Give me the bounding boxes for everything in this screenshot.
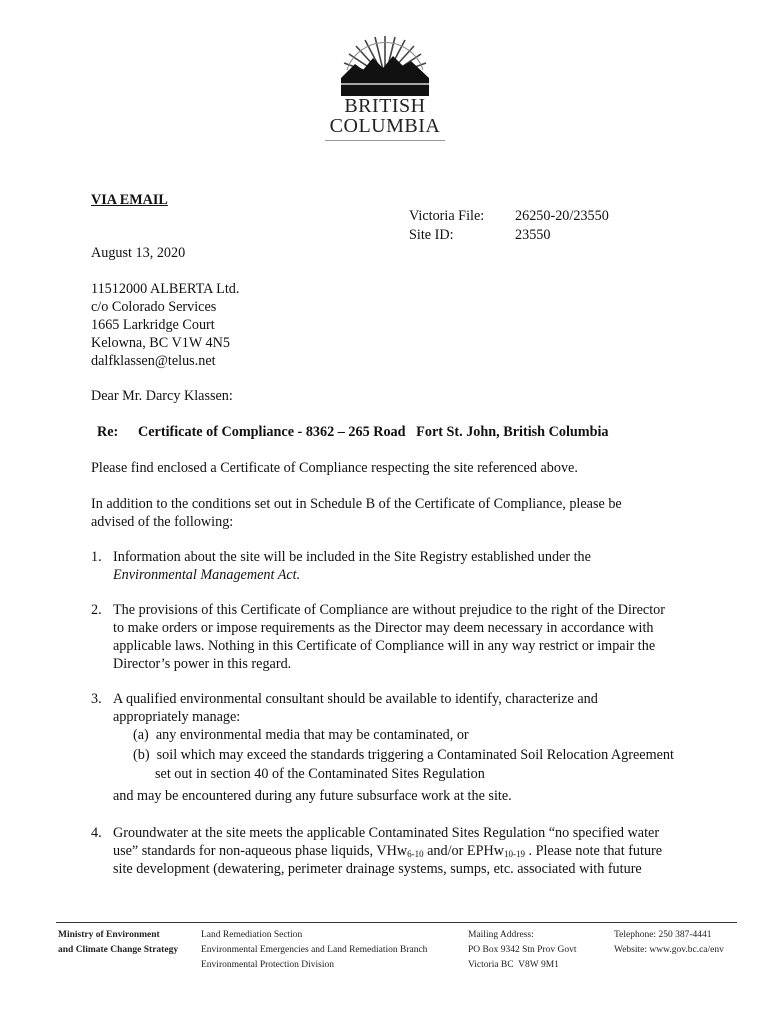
address-line-2: c/o Colorado Services	[91, 299, 217, 315]
item-1-line-2: Environmental Management Act.	[113, 567, 301, 583]
address-email[interactable]: dalfklassen@telus.net	[91, 353, 216, 369]
site-id-label: Site ID:	[409, 227, 454, 243]
item-2-line-3: applicable laws. Nothing in this Certificate of Compliance will in any way restrict or impair the	[113, 638, 656, 654]
item-3-line-2: appropriately manage:	[113, 709, 241, 725]
item-1-line-1: Information about the site will be included in the Site Registry established under the	[113, 549, 591, 565]
footer-mail-line-3: Victoria BC V8W 9M1	[468, 960, 559, 970]
paragraph-enclosed: Please find enclosed a Certificate of Compliance respecting the site referenced above.	[91, 460, 578, 476]
address-line-3: 1665 Larkridge Court	[91, 317, 215, 333]
bc-logo	[325, 34, 445, 141]
re-label: Re:	[97, 424, 119, 440]
item-4-line-3: site development (dewatering, perimeter drainage systems, sumps, etc. associated with future	[113, 861, 642, 877]
footer-divider	[56, 922, 737, 923]
item-4-line-1: Groundwater at the site meets the applicable Contaminated Sites Regulation “no specified water	[113, 825, 660, 841]
footer-mailing	[468, 928, 576, 973]
vhw-subscript: 6-10	[407, 849, 424, 859]
address-line-4: Kelowna, BC V1W 4N5	[91, 335, 230, 351]
item-2-number: 2.	[91, 602, 102, 618]
footer-contact	[614, 928, 724, 958]
item-4-line-2a: use” standards for non-aqueous phase liquids, VHw	[113, 843, 408, 859]
item-4-line-2b: and/or EPHw	[423, 843, 504, 859]
logo-divider	[325, 140, 445, 141]
item-3-sub-a: (a) any environmental media that may be contaminated, or	[133, 727, 469, 743]
re-subject: Certificate of Compliance - 8362 – 265 Road Fort St. John, British Columbia	[138, 424, 609, 440]
footer-mail-line-1: Mailing Address:	[468, 930, 534, 940]
logo-line-columbia: COLUMBIA	[329, 115, 441, 137]
footer-website[interactable]: Website: www.gov.bc.ca/env	[614, 945, 724, 955]
footer-section-line-3: Environmental Protection Division	[201, 960, 334, 970]
item-4-number: 4.	[91, 825, 102, 841]
item-4-line-2c: . Please note that future	[524, 843, 663, 859]
sun-mountains-icon	[337, 34, 433, 96]
footer-mail-line-2: PO Box 9342 Stn Prov Govt	[468, 945, 577, 955]
footer-telephone: Telephone: 250 387-4441	[614, 930, 712, 940]
site-id-value: 23550	[515, 227, 551, 243]
footer-ministry	[58, 928, 178, 958]
victoria-file-label: Victoria File:	[409, 208, 485, 224]
item-2-line-2: to make orders or impose requirements as the Director may deem necessary in accordance with	[113, 620, 654, 636]
footer-ministry-line-1: Ministry of Environment	[58, 930, 160, 940]
logo-line-british: BRITISH	[344, 95, 426, 117]
item-3-closing: and may be encountered during any future subsurface work at the site.	[113, 788, 512, 804]
via-email-label: VIA EMAIL	[91, 192, 168, 208]
letter-date: August 13, 2020	[91, 245, 186, 261]
paragraph-conditions-line-2: advised of the following:	[91, 514, 234, 530]
salutation: Dear Mr. Darcy Klassen:	[91, 388, 233, 404]
item-3-sub-b-line-2: set out in section 40 of the Contaminated Sites Regulation	[155, 766, 485, 782]
footer-section	[201, 928, 427, 973]
item-3-number: 3.	[91, 691, 102, 707]
item-1-number: 1.	[91, 549, 102, 565]
item-2-line-1: The provisions of this Certificate of Compliance are without prejudice to the right of the Director	[113, 602, 665, 618]
footer-ministry-line-2: and Climate Change Strategy	[58, 945, 179, 955]
item-2-line-4: Director’s power in this regard.	[113, 656, 292, 672]
footer-section-line-2: Environmental Emergencies and Land Remediation Branch	[201, 945, 428, 955]
logo-wordmark	[325, 96, 445, 136]
ephw-subscript: 10-19	[503, 849, 525, 859]
footer-section-line-1: Land Remediation Section	[201, 930, 303, 940]
item-3-sub-b-line-1: (b) soil which may exceed the standards triggering a Contaminated Soil Relocation Agreement	[133, 747, 674, 763]
item-3-line-1: A qualified environmental consultant should be available to identify, characterize and	[113, 691, 598, 707]
victoria-file-value: 26250-20/23550	[515, 208, 609, 224]
item-4-line-2	[113, 842, 662, 860]
paragraph-conditions-line-1: In addition to the conditions set out in Schedule B of the Certificate of Compliance, please be	[91, 496, 622, 512]
address-line-1: 11512000 ALBERTA Ltd.	[91, 281, 240, 297]
